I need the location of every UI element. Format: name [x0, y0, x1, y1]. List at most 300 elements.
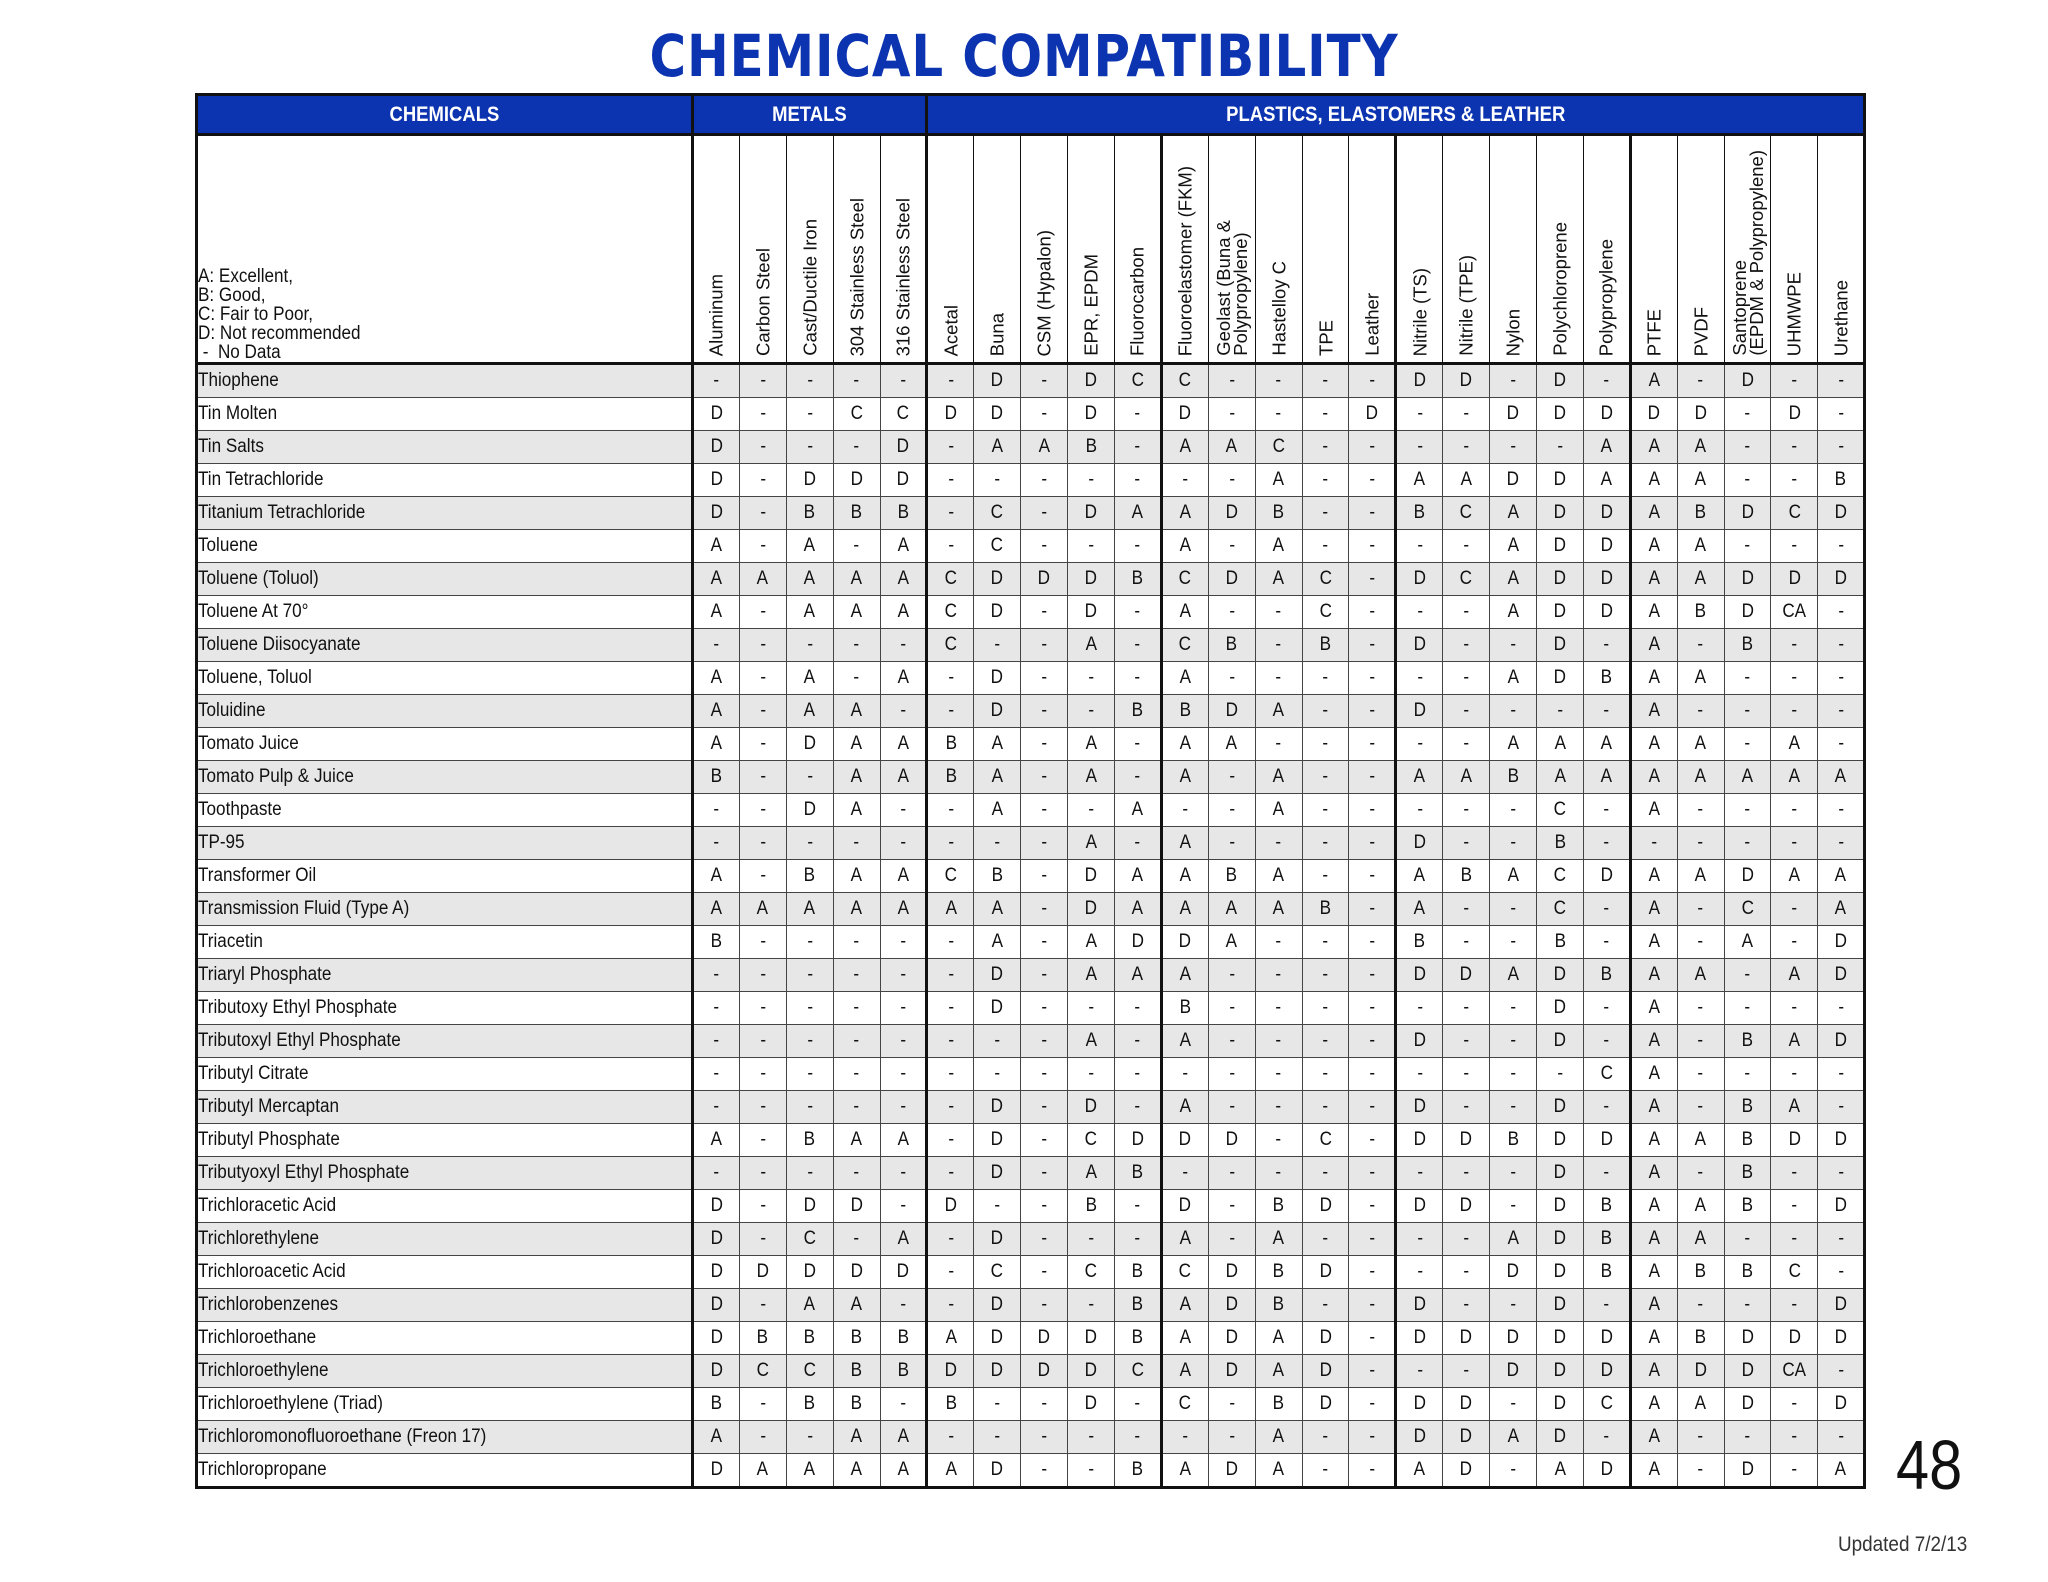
table-row [197, 1454, 1865, 1488]
rating-cell: - [1818, 728, 1865, 761]
rating-cell: A [1255, 464, 1302, 497]
rating-cell: - [880, 695, 927, 728]
rating-cell: A [1630, 728, 1677, 761]
rating-cell: - [1021, 662, 1068, 695]
rating-cell: - [1677, 1421, 1724, 1454]
rating-cell: - [1208, 1421, 1255, 1454]
table-row [197, 398, 1865, 431]
rating-cell: - [786, 959, 833, 992]
rating-cell: - [739, 1124, 786, 1157]
chemical-name: TP-95 [197, 827, 693, 860]
rating-cell: - [833, 1157, 880, 1190]
rating-cell: - [1349, 827, 1396, 860]
rating-cell: - [1208, 1091, 1255, 1124]
column-header-label: Carbon Steel [752, 248, 774, 356]
rating-cell: - [1771, 1388, 1818, 1421]
rating-cell: A [927, 1322, 974, 1355]
rating-cell: A [1630, 1454, 1677, 1488]
rating-cell: D [786, 1256, 833, 1289]
rating-cell: A [1630, 992, 1677, 1025]
table-row [197, 464, 1865, 497]
rating-cell: D [1583, 860, 1630, 893]
rating-cell: C [1161, 563, 1208, 596]
column-header [1818, 135, 1865, 364]
rating-cell: A [1068, 761, 1115, 794]
column-header-label: Nitrile (TS) [1409, 267, 1431, 356]
rating-cell: - [974, 629, 1021, 662]
rating-cell: - [1583, 926, 1630, 959]
rating-cell: D [693, 497, 740, 530]
rating-cell: - [1255, 364, 1302, 398]
rating-cell: B [833, 1355, 880, 1388]
rating-cell: - [1724, 662, 1771, 695]
column-header [1490, 135, 1537, 364]
rating-cell: D [1537, 662, 1584, 695]
rating-cell: - [1583, 629, 1630, 662]
rating-cell: - [739, 1091, 786, 1124]
column-header-label: CSM (Hypalon) [1033, 229, 1055, 356]
rating-cell: - [1443, 530, 1490, 563]
rating-cell: - [1443, 398, 1490, 431]
rating-cell: A [1490, 596, 1537, 629]
rating-cell: B [833, 497, 880, 530]
rating-cell: D [1396, 563, 1443, 596]
rating-cell: - [1021, 1289, 1068, 1322]
rating-cell: D [1443, 1388, 1490, 1421]
rating-cell: A [1771, 959, 1818, 992]
rating-cell: - [1021, 530, 1068, 563]
rating-cell: A [786, 596, 833, 629]
rating-cell: D [974, 1355, 1021, 1388]
chemical-name: Toothpaste [197, 794, 693, 827]
rating-cell: - [1302, 1091, 1349, 1124]
rating-cell: A [1677, 662, 1724, 695]
chemical-name: Transmission Fluid (Type A) [197, 893, 693, 926]
rating-cell: D [1068, 893, 1115, 926]
rating-cell: - [1349, 530, 1396, 563]
rating-cell: D [833, 1190, 880, 1223]
rating-cell: - [1490, 629, 1537, 662]
rating-cell: - [1818, 662, 1865, 695]
rating-cell: A [1255, 695, 1302, 728]
rating-cell: D [1724, 497, 1771, 530]
rating-cell: D [1537, 596, 1584, 629]
column-header [1302, 135, 1349, 364]
rating-cell: - [1021, 1025, 1068, 1058]
rating-cell: - [693, 794, 740, 827]
rating-cell: - [739, 860, 786, 893]
rating-cell: D [693, 1355, 740, 1388]
rating-cell: D [1021, 1322, 1068, 1355]
rating-cell: - [927, 827, 974, 860]
rating-cell: - [1818, 1058, 1865, 1091]
rating-cell: A [1255, 1454, 1302, 1488]
column-header-label: EPR, EPDM [1080, 254, 1102, 356]
rating-cell: A [1677, 530, 1724, 563]
rating-cell: A [833, 1454, 880, 1488]
rating-cell: A [1771, 1091, 1818, 1124]
column-header [693, 135, 740, 364]
rating-cell: - [1068, 1223, 1115, 1256]
rating-cell: - [1349, 1025, 1396, 1058]
rating-cell: - [1068, 695, 1115, 728]
rating-cell: - [1818, 1355, 1865, 1388]
rating-cell: - [1630, 827, 1677, 860]
rating-cell: - [927, 1223, 974, 1256]
rating-cell: D [693, 1190, 740, 1223]
rating-cell: D [1396, 1190, 1443, 1223]
rating-cell: A [693, 563, 740, 596]
rating-cell: - [1021, 1157, 1068, 1190]
rating-cell: - [1302, 1289, 1349, 1322]
rating-cell: A [1161, 761, 1208, 794]
rating-cell: - [1490, 794, 1537, 827]
rating-cell: A [927, 893, 974, 926]
rating-cell: - [1302, 497, 1349, 530]
rating-cell: - [1021, 1256, 1068, 1289]
page-number: 48 [1896, 1426, 1963, 1504]
rating-cell: B [786, 1388, 833, 1421]
rating-cell: D [1537, 1157, 1584, 1190]
rating-cell: A [1255, 794, 1302, 827]
rating-cell: - [1302, 728, 1349, 761]
rating-cell: - [1771, 695, 1818, 728]
rating-cell: - [1115, 1058, 1162, 1091]
rating-cell: A [1630, 1355, 1677, 1388]
column-header-label: Fluoroelastomer (FKM) [1174, 165, 1196, 356]
rating-cell: - [786, 398, 833, 431]
rating-cell: A [1161, 827, 1208, 860]
rating-cell: A [880, 728, 927, 761]
rating-cell: B [1724, 1025, 1771, 1058]
rating-cell: - [739, 530, 786, 563]
rating-cell: A [1255, 1322, 1302, 1355]
rating-cell: C [1068, 1124, 1115, 1157]
rating-cell: - [1349, 926, 1396, 959]
rating-cell: D [1068, 497, 1115, 530]
rating-cell: D [974, 1223, 1021, 1256]
rating-cell: - [1771, 1190, 1818, 1223]
rating-cell: - [1349, 1157, 1396, 1190]
rating-cell: A [1161, 1322, 1208, 1355]
rating-cell: - [693, 959, 740, 992]
column-header-label: Polychloroprene [1549, 222, 1571, 356]
rating-cell: A [1490, 497, 1537, 530]
rating-cell: C [880, 398, 927, 431]
rating-cell: - [1396, 1355, 1443, 1388]
rating-cell: - [1490, 893, 1537, 926]
rating-cell: - [1490, 364, 1537, 398]
rating-cell: A [1161, 1091, 1208, 1124]
rating-cell: D [1396, 1421, 1443, 1454]
rating-cell: D [1068, 596, 1115, 629]
rating-cell: - [927, 662, 974, 695]
rating-cell: - [1443, 1289, 1490, 1322]
rating-cell: - [880, 1058, 927, 1091]
updated-date: Updated 7/2/13 [1838, 1533, 1968, 1556]
rating-cell: - [693, 1025, 740, 1058]
rating-cell: - [1208, 1025, 1255, 1058]
rating-cell: B [1115, 1454, 1162, 1488]
rating-cell: - [1677, 794, 1724, 827]
rating-cell: B [974, 860, 1021, 893]
rating-cell: B [1677, 1256, 1724, 1289]
rating-cell: - [739, 398, 786, 431]
group-plastics: PLASTICS, ELASTOMERS & LEATHER [927, 95, 1865, 135]
rating-cell: - [1021, 695, 1068, 728]
rating-cell: - [927, 530, 974, 563]
rating-cell: D [693, 1223, 740, 1256]
table-row [197, 860, 1865, 893]
rating-cell: B [1724, 629, 1771, 662]
rating-cell: D [1068, 1091, 1115, 1124]
table-row [197, 761, 1865, 794]
rating-cell: D [1724, 364, 1771, 398]
chemical-name: Tributoxy Ethyl Phosphate [197, 992, 693, 1025]
rating-cell: A [786, 563, 833, 596]
column-header [1255, 135, 1302, 364]
rating-cell: - [1771, 364, 1818, 398]
rating-cell: D [1818, 563, 1865, 596]
rating-cell: - [1443, 794, 1490, 827]
rating-cell: A [693, 860, 740, 893]
rating-cell: C [739, 1355, 786, 1388]
rating-cell: - [1771, 992, 1818, 1025]
group-metals: METALS [693, 95, 927, 135]
rating-cell: - [1161, 794, 1208, 827]
rating-cell: A [1630, 563, 1677, 596]
rating-cell: D [1396, 1322, 1443, 1355]
rating-cell: A [786, 695, 833, 728]
rating-cell: D [1537, 1421, 1584, 1454]
rating-cell: - [1021, 794, 1068, 827]
column-header [1161, 135, 1208, 364]
rating-cell: - [1208, 1157, 1255, 1190]
rating-cell: D [1021, 1355, 1068, 1388]
rating-cell: - [880, 1289, 927, 1322]
rating-cell: A [1677, 959, 1724, 992]
rating-cell: D [1537, 1025, 1584, 1058]
rating-cell: - [1349, 596, 1396, 629]
rating-cell: A [1396, 761, 1443, 794]
rating-cell: A [1818, 893, 1865, 926]
rating-cell: D [693, 1256, 740, 1289]
rating-cell: - [1255, 1025, 1302, 1058]
legend-line: B: Good, [198, 285, 266, 306]
rating-cell: B [1208, 629, 1255, 662]
rating-cell: - [1771, 893, 1818, 926]
chemical-name: Tributyoxyl Ethyl Phosphate [197, 1157, 693, 1190]
rating-cell: A [1677, 1190, 1724, 1223]
rating-cell: D [1583, 398, 1630, 431]
rating-cell: - [1208, 662, 1255, 695]
rating-cell: - [1771, 464, 1818, 497]
rating-cell: - [1021, 596, 1068, 629]
rating-cell: A [833, 596, 880, 629]
rating-cell: A [974, 794, 1021, 827]
group-header-row [197, 95, 1865, 135]
rating-cell: - [739, 1289, 786, 1322]
rating-cell: A [1677, 1124, 1724, 1157]
column-header-label: Leather [1361, 293, 1383, 356]
rating-cell: D [786, 464, 833, 497]
rating-cell: - [1208, 794, 1255, 827]
rating-cell: B [1115, 1256, 1162, 1289]
rating-cell: - [1724, 530, 1771, 563]
rating-cell: A [1537, 728, 1584, 761]
rating-cell: - [1818, 629, 1865, 662]
rating-cell: - [1396, 794, 1443, 827]
rating-cell: - [1068, 1289, 1115, 1322]
rating-cell: - [1443, 695, 1490, 728]
rating-cell: A [1490, 1421, 1537, 1454]
rating-cell: - [1583, 364, 1630, 398]
rating-cell: - [1161, 464, 1208, 497]
rating-cell: - [927, 1124, 974, 1157]
rating-cell: A [1677, 1388, 1724, 1421]
rating-cell: B [786, 497, 833, 530]
rating-cell: B [1583, 959, 1630, 992]
rating-cell: D [1677, 1355, 1724, 1388]
rating-cell: - [1255, 1157, 1302, 1190]
rating-cell: - [1583, 1025, 1630, 1058]
column-header [1537, 135, 1584, 364]
rating-cell: - [880, 794, 927, 827]
rating-cell: - [1677, 1454, 1724, 1488]
rating-cell: - [1302, 1421, 1349, 1454]
rating-cell: D [1537, 530, 1584, 563]
rating-cell: - [739, 1058, 786, 1091]
rating-cell: A [1208, 728, 1255, 761]
rating-cell: - [1349, 464, 1396, 497]
rating-cell: A [1255, 563, 1302, 596]
rating-cell: - [1771, 629, 1818, 662]
rating-cell: D [1443, 1322, 1490, 1355]
rating-cell: A [1677, 728, 1724, 761]
rating-cell: D [1443, 1190, 1490, 1223]
table-row [197, 1421, 1865, 1454]
rating-cell: D [1537, 464, 1584, 497]
rating-cell: A [880, 1421, 927, 1454]
rating-cell: - [833, 629, 880, 662]
rating-cell: D [1537, 1124, 1584, 1157]
rating-cell: A [1630, 364, 1677, 398]
rating-cell: D [1771, 1322, 1818, 1355]
rating-cell: - [1490, 1058, 1537, 1091]
rating-cell: A [1396, 464, 1443, 497]
rating-cell: A [1630, 794, 1677, 827]
rating-cell: - [1396, 1157, 1443, 1190]
rating-cell: - [739, 1025, 786, 1058]
rating-cell: D [1818, 1025, 1865, 1058]
rating-cell: - [1490, 827, 1537, 860]
chemical-name: Triaryl Phosphate [197, 959, 693, 992]
rating-cell: - [1349, 629, 1396, 662]
rating-cell: A [833, 563, 880, 596]
rating-cell: - [786, 629, 833, 662]
rating-cell: D [927, 1190, 974, 1223]
chemical-name: Tributyl Phosphate [197, 1124, 693, 1157]
rating-cell: A [1443, 464, 1490, 497]
rating-cell: B [1490, 1124, 1537, 1157]
rating-cell: C [1068, 1256, 1115, 1289]
rating-cell: - [1583, 893, 1630, 926]
rating-cell: - [786, 1421, 833, 1454]
chemical-name: Tin Molten [197, 398, 693, 431]
rating-cell: A [1630, 431, 1677, 464]
rating-cell: D [1302, 1256, 1349, 1289]
rating-cell: A [1630, 1322, 1677, 1355]
rating-cell: B [1724, 1091, 1771, 1124]
rating-cell: A [1490, 1223, 1537, 1256]
column-header [1443, 135, 1490, 364]
rating-cell: A [1490, 662, 1537, 695]
column-header [1208, 135, 1255, 364]
rating-cell: B [1537, 926, 1584, 959]
rating-cell: - [1818, 1256, 1865, 1289]
rating-cell: A [833, 1289, 880, 1322]
rating-cell: - [1302, 992, 1349, 1025]
rating-cell: A [1677, 464, 1724, 497]
legend-line: C: Fair to Poor, [198, 304, 314, 325]
rating-cell: D [974, 959, 1021, 992]
rating-cell: - [739, 1223, 786, 1256]
rating-cell: A [1490, 728, 1537, 761]
rating-cell: D [1068, 364, 1115, 398]
rating-cell: - [1396, 431, 1443, 464]
rating-cell: D [1818, 1190, 1865, 1223]
rating-cell: C [1302, 1124, 1349, 1157]
column-header [1724, 135, 1771, 364]
rating-cell: - [1724, 398, 1771, 431]
compatibility-table [195, 93, 1866, 1489]
column-header-label: 316 Stainless Steel [892, 197, 914, 356]
rating-cell: D [1818, 926, 1865, 959]
rating-cell: - [1208, 364, 1255, 398]
rating-cell: - [1443, 893, 1490, 926]
rating-cell: - [1021, 1421, 1068, 1454]
legend-line: A: Excellent, [198, 266, 294, 287]
rating-cell: A [1630, 1025, 1677, 1058]
rating-cell: A [1630, 1388, 1677, 1421]
rating-cell: - [1021, 728, 1068, 761]
rating-cell: A [1818, 1454, 1865, 1488]
rating-cell: - [1677, 926, 1724, 959]
rating-cell: - [1349, 431, 1396, 464]
rating-cell: D [1396, 1025, 1443, 1058]
rating-cell: A [1161, 1454, 1208, 1488]
chemical-name: Tomato Pulp & Juice [197, 761, 693, 794]
rating-cell: D [1537, 1223, 1584, 1256]
rating-cell: D [1537, 1388, 1584, 1421]
rating-cell: CA [1771, 596, 1818, 629]
rating-cell: - [739, 629, 786, 662]
rating-cell: A [1818, 761, 1865, 794]
rating-cell: - [1724, 992, 1771, 1025]
rating-cell: B [1115, 563, 1162, 596]
rating-cell: A [880, 662, 927, 695]
rating-cell: - [1021, 1388, 1068, 1421]
rating-cell: - [1255, 662, 1302, 695]
rating-cell: - [1068, 662, 1115, 695]
rating-cell: D [1068, 398, 1115, 431]
rating-cell: D [1583, 1124, 1630, 1157]
rating-cell: A [1161, 1025, 1208, 1058]
rating-cell: - [1818, 827, 1865, 860]
rating-cell: D [1443, 1421, 1490, 1454]
rating-cell: D [1818, 1124, 1865, 1157]
rating-cell: - [1349, 992, 1396, 1025]
